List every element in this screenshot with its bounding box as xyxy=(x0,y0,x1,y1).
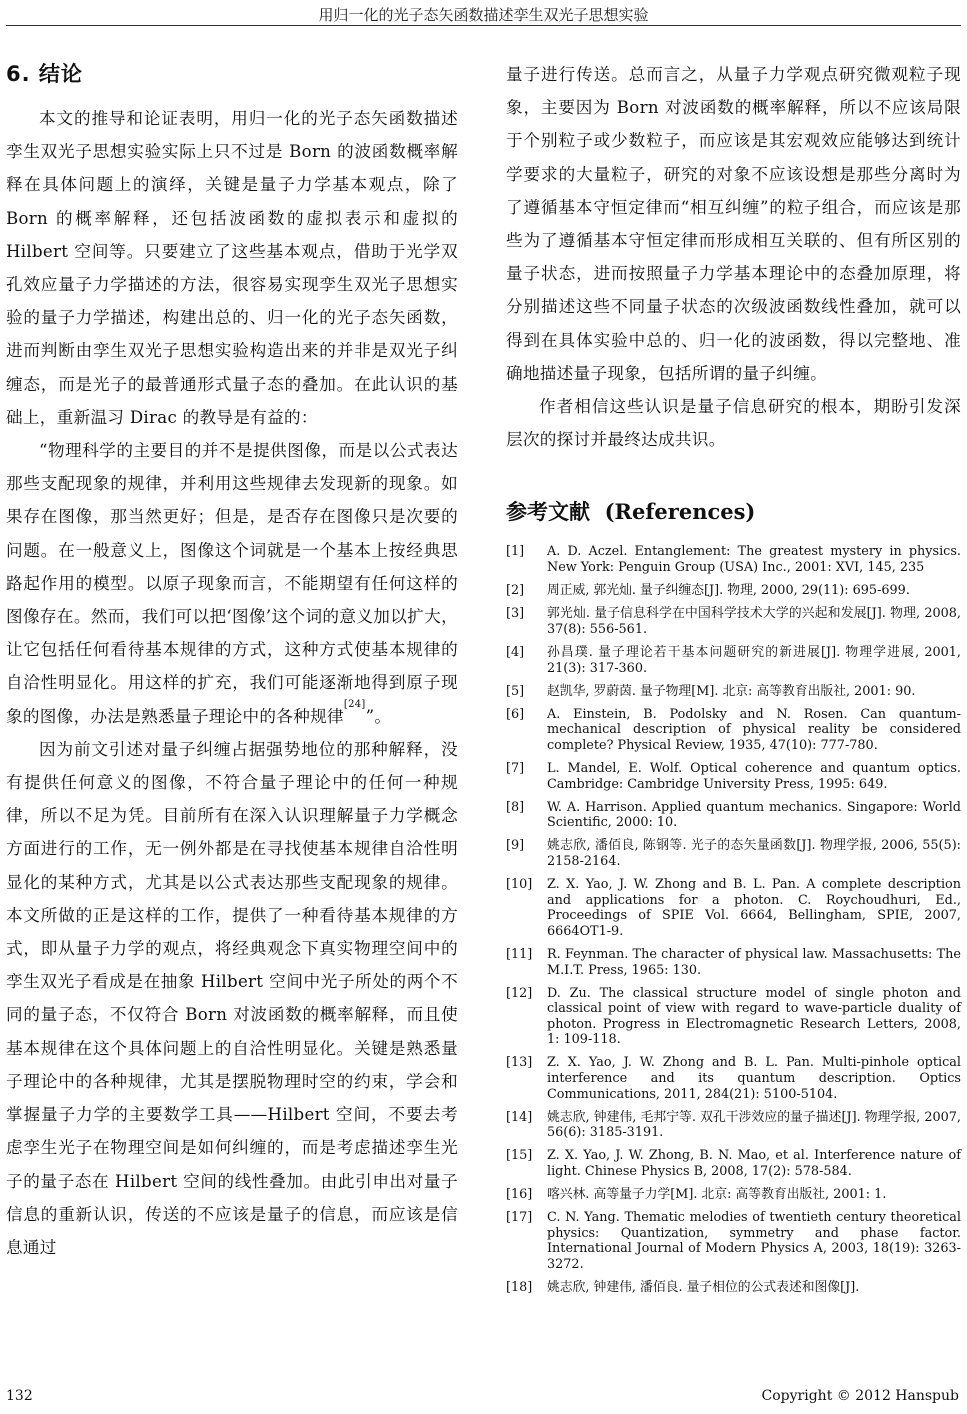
paragraph-5: 作者相信这些认识是量子信息研究的根本，期盼引发深层次的探讨并最终达成共识。 xyxy=(506,397,961,450)
reference-number: [11] xyxy=(506,946,533,962)
reference-item xyxy=(506,838,961,869)
reference-number: [9] xyxy=(506,838,525,854)
reference-item xyxy=(506,1055,961,1102)
reference-text: W. A. Harrison. Applied quantum mechanics. Singapore: World Scientific, 2000: 10. xyxy=(547,799,961,831)
reference-text: Z. X. Yao, J. W. Zhong, B. N. Mao, et al. Interference nature of light. Chinese Physics B, 2008, 17(2): 578-584. xyxy=(547,1148,961,1180)
section-title: 6. 结论 xyxy=(6,62,83,86)
reference-text: 姚志欣, 潘佰良, 陈钢等. 光子的态矢量函数[J]. 物理学报, 2006, 55(5): 2158-2164. xyxy=(547,838,961,869)
reference-item xyxy=(506,877,961,939)
reference-text: D. Zu. The classical structure model of single photon and classical point of view with regard to wave-particle duality of photon. Progress in Electromagnetic Research Letters, 2008, 1: 109-118. xyxy=(547,985,961,1048)
spacer xyxy=(506,456,961,496)
reference-text: C. N. Yang. Thematic melodies of twentieth century theoretical physics: Quantization, symmetry and phase factor. International Journal of Modern Physics A, 2003, 18(19): 3263-3272. xyxy=(547,1210,961,1272)
reference-number: [7] xyxy=(506,760,525,776)
reference-text: Z. X. Yao, J. W. Zhong and B. L. Pan. Multi-pinhole optical interference and its quantum description. Optics Communications, 2011, 284(21): 5100-5104. xyxy=(547,1055,961,1102)
left-column xyxy=(6,58,458,1264)
reference-item xyxy=(506,707,961,754)
reference-number: [3] xyxy=(506,606,525,622)
reference-number: [4] xyxy=(506,644,525,660)
reference-text: 郭光灿. 量子信息科学在中国科学技术大学的兴起和发展[J]. 物理, 2008, 37(8): 556-561. xyxy=(547,606,961,637)
reference-item xyxy=(506,761,961,792)
references-title-en: (References) xyxy=(604,499,756,525)
reference-number: [2] xyxy=(506,583,525,599)
header-rule xyxy=(6,25,961,26)
reference-text: 周正威, 郭光灿. 量子纠缠态[J]. 物理, 2000, 29(11): 695-699. xyxy=(547,583,910,599)
reference-number: [8] xyxy=(506,799,525,815)
reference-item xyxy=(506,1148,961,1179)
running-title: 用归一化的光子态矢函数描述孪生双光子思想实验 xyxy=(318,6,649,24)
reference-number: [13] xyxy=(506,1055,533,1071)
references-title-cn: 参考文献 xyxy=(506,500,590,525)
quote-close: ”。 xyxy=(365,706,392,726)
reference-text: A. Einstein, B. Podolsky and N. Rosen. Can quantum-mechanical description of physical reality be considered complete? Physical Review, 1935, 47(10): 777-780. xyxy=(547,706,961,753)
reference-text: 喀兴林. 高等量子力学[M]. 北京: 高等教育出版社, 2001: 1. xyxy=(547,1187,887,1203)
reference-text: 姚志欣, 钟建伟, 毛邦宁等. 双孔干涉效应的量子描述[J]. 物理学报, 2007, 56(6): 3185-3191. xyxy=(547,1109,961,1141)
reference-number: [5] xyxy=(506,683,525,699)
reference-item xyxy=(506,1210,961,1272)
reference-item xyxy=(506,645,961,676)
reference-text: 赵凯华, 罗蔚茵. 量子物理[M]. 北京: 高等教育出版社, 2001: 90. xyxy=(547,683,916,699)
paragraph-3-continued: 量子进行传送。总而言之，从量子力学观点研究微观粒子现象，主要因为 Born 对波函数的概率解释，所以不应该局限于个别粒子或少数粒子，而应该是其宏观效应能够达到统计学要求的大量粒子，研究的对象不应该设想是那些分离时为了遵循基本守恒定律而“相互纠缠”的粒子组合，而应该是那些为了遵循基本守恒定律而形成相互关联的、但有所区别的量子状态，进而按照量子力学基本理论中的态叠加原理，将分别描述这些不同量子状态的次级波函数线性叠加，就可以得到在具体实验中总的、归一化的波函数，得以完整地、准确地描述量子现象，包括所谓的量子纠缠。 xyxy=(506,65,961,383)
reference-text: 姚志欣, 钟建伟, 潘佰良. 量子相位的公式表述和图像[J]. xyxy=(547,1280,860,1296)
paragraph-3: 因为前文引述对量子纠缠占据强势地位的那种解释，没有提供任何意义的图像，不符合量子理论中的任何一种规律，所以不足为凭。目前所有在深入认识理解量子力学概念方面进行的工作，无一例外都是在寻找使基本规律自洽性明显化的某种方式，尤其是以公式表达那些支配现象的规律。本文所做的正是这样的工作，提供了一种看待基本规律的方式，即从量子力学的观点，将经典观念下真实物理空间中的孪生双光子看成是在抽象 Hilbert 空间中光子所处的两个不同的量子态，不仅符合 Born 对波函数的概率解释，而且使基本规律在这个具体问题上的自洽性明显化。关键是熟悉量子理论中的各种规律，尤其是摆脱物理时空的约束，学会和掌握量子力学的主要数学工具——Hilbert 空间，不要去考虑孪生光子在物理空间是如何纠缠的，而是考虑描述孪生光子的量子态在 Hilbert 空间的线性叠加。由此引申出对量子信息的重新认识，传送的不应该是量子的信息，而应该是信息通过 xyxy=(6,739,458,1257)
reference-text: L. Mandel, E. Wolf. Optical coherence and quantum optics. Cambridge: Cambridge University Press, 1995: 649. xyxy=(547,760,961,792)
page-number: 132 xyxy=(6,1388,33,1404)
reference-number: [16] xyxy=(506,1187,533,1203)
reference-item xyxy=(506,1280,961,1296)
reference-item xyxy=(506,800,961,831)
reference-text: R. Feynman. The character of physical law. Massachusetts: The M.I.T. Press, 1965: 130. xyxy=(547,946,961,978)
reference-number: [10] xyxy=(506,877,533,893)
reference-number: [18] xyxy=(506,1280,533,1296)
reference-item xyxy=(506,1110,961,1141)
paragraph-quote xyxy=(6,434,458,733)
reference-number: [12] xyxy=(506,985,533,1001)
reference-text: Z. X. Yao, J. W. Zhong and B. L. Pan. A complete description and applications for a photon. C. Roychoudhuri, Ed., Proceedings of SPIE Vol. 6664, Bellingham, SPIE, 2007, 6664OT1-9. xyxy=(547,877,961,939)
reference-item xyxy=(506,606,961,637)
reference-item xyxy=(506,583,961,599)
reference-list xyxy=(506,544,961,1295)
right-column xyxy=(506,58,961,1303)
citation-sup: [24] xyxy=(343,698,366,710)
reference-number: [14] xyxy=(506,1109,533,1125)
reference-item xyxy=(506,947,961,978)
references-title xyxy=(506,496,961,526)
reference-number: [6] xyxy=(506,706,525,722)
reference-number: [1] xyxy=(506,544,525,560)
reference-item xyxy=(506,684,961,700)
reference-text: 孙昌璞. 量子理论若干基本问题研究的新进展[J]. 物理学进展, 2001, 21(3): 317-360. xyxy=(547,644,961,676)
reference-number: [15] xyxy=(506,1148,533,1164)
reference-item xyxy=(506,986,961,1048)
reference-number: [17] xyxy=(506,1210,533,1226)
reference-item xyxy=(506,544,961,575)
reference-text: A. D. Aczel. Entanglement: The greatest mystery in physics. New York: Penguin Group (USA) Inc., 2001: XVI, 145, 235 xyxy=(547,544,961,576)
quote-text: “物理科学的主要目的并不是提供图像，而是以公式表达那些支配现象的规律，并利用这些规律去发现新的现象。如果存在图像，那当然更好；但是，是否存在图像只是次要的问题。在一般意义上，图像这个词就是一个基本上按经典思路起作用的模型。以原子现象而言，不能期望有任何这样的图像存在。然而，我们可以把‘图像’这个词的意义加以扩大，让它包括任何看待基本规律的方式，这种方式使基本规律的自洽性明显化。用这样的扩充，我们可能逐渐地得到原子现象的图像，办法是熟悉量子理论中的各种规律 xyxy=(6,441,458,726)
reference-item xyxy=(506,1187,961,1203)
paragraph-1: 本文的推导和论证表明，用归一化的光子态矢函数描述孪生双光子思想实验实际上只不过是 Born 的波函数概率解释在具体问题上的演绎，关键是量子力学基本观点，除了 Born 的概率解释，还包括波函数的虚拟表示和虚拟的 Hilbert 空间等。只要建立了这些基本观点，借助于光学双孔效应量子力学描述的方法，很容易实现孪生双光子思想实验的量子力学描述，构建出总的、归一化的光子态矢函数，进而判断由孪生双光子思想实验构造出来的并非是双光子纠缠态，而是光子的最普通形式量子态的叠加。在此认识的基础上，重新温习 Dirac 的教导是有益的： xyxy=(6,109,458,427)
copyright: Copyright © 2012 Hanspub xyxy=(761,1388,959,1404)
